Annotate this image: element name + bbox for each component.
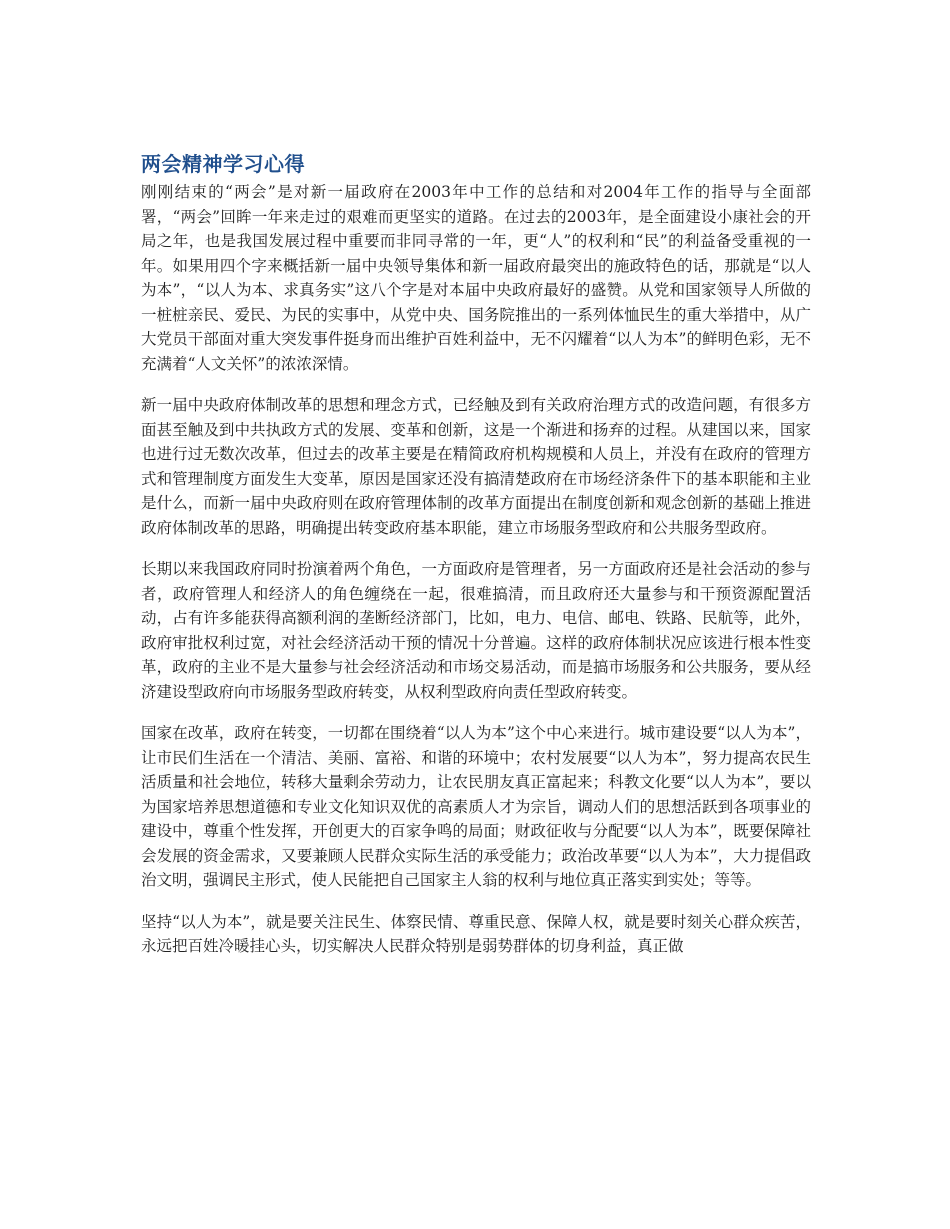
paragraph: 刚刚结束的“两会”是对新一届政府在2003年中工作的总结和对2004年工作的指导与全面部署，“两会”回眸一年来走过的艰难而更坚实的道路。在过去的2003年，是全面建设小康社会的开局之年，也是我国发展过程中重要而非同寻常的一年，更“人”的权利和“民”的利益备受重视的一年。如果用四个字来概括新一届中央领导集体和新一届政府最突出的施政特色的话，那就是“以人为本”，“以人为本、求真务实”这八个字是对本届中央政府最好的盛赞。从党和国家领导人所做的一桩桩亲民、爱民、为民的实事中，从党中央、国务院推出的一系列体恤民生的重大举措中，从广大党员干部面对重大突发事件挺身而出维护百姓利益中，无不闪耀着“以人为本”的鲜明色彩，无不充满着“人文关怀”的浓浓深情。	[141, 183, 811, 373]
paragraph: 坚持“以人为本”，就是要关注民生、体察民情、尊重民意、保障人权，就是要时刻关心群众疾苦，永远把百姓冷暖挂心头，切实解决人民群众特别是弱势群体的切身利益，真正做	[141, 912, 811, 955]
paragraph: 国家在改革，政府在转变，一切都在围绕着“以人为本”这个中心来进行。城市建设要“以人为本”，让市民们生活在一个清洁、美丽、富裕、和谐的环境中；农村发展要“以人为本”，努力提高农民生活质量和社会地位，转移大量剩余劳动力，让农民朋友真正富起来；科教文化要“以人为本”，要以为国家培养思想道德和专业文化知识双优的高素质人才为宗旨，调动人们的思想活跃到各项事业的建设中，尊重个性发挥，开创更大的百家争鸣的局面；财政征收与分配要“以人为本”，既要保障社会发展的资金需求，又要兼顾人民群众实际生活的承受能力；政治改革要“以人为本”，大力提倡政治文明，强调民主形式，使人民能把自己国家主人翁的权利与地位真正落实到实处；等等。	[141, 724, 811, 889]
paragraph: 长期以来我国政府同时扮演着两个角色，一方面政府是管理者，另一方面政府还是社会活动的参与者，政府管理人和经济人的角色缠绕在一起，很难搞清，而且政府还大量参与和干预资源配置活动，占有许多能获得高额利润的垄断经济部门，比如，电力、电信、邮电、铁路、民航等，此外，政府审批权利过宽，对社会经济活动干预的情况十分普遍。这样的政府体制状况应该进行根本性变革，政府的主业不是大量参与社会经济活动和市场交易活动，而是搞市场服务和公共服务，要从经济建设型政府向市场服务型政府转变，从权利型政府向责任型政府转变。	[141, 560, 811, 701]
paragraph: 新一届中央政府体制改革的思想和理念方式，已经触及到有关政府治理方式的改造问题，有很多方面甚至触及到中共执政方式的发展、变革和创新，这是一个渐进和扬弃的过程。从建国以来，国家也进行过无数次改革，但过去的改革主要是在精简政府机构规模和人员上，并没有在政府的管理方式和管理制度方面发生大变革，原因是国家还没有搞清楚政府在市场经济条件下的基本职能和主业是什么，而新一届中央政府则在政府管理体制的改革方面提出在制度创新和观念创新的基础上推进政府体制改革的思路，明确提出转变政府基本职能，建立市场服务型政府和公共服务型政府。	[141, 396, 811, 537]
document-page	[141, 150, 811, 976]
document-title: 两会精神学习心得	[141, 152, 305, 176]
